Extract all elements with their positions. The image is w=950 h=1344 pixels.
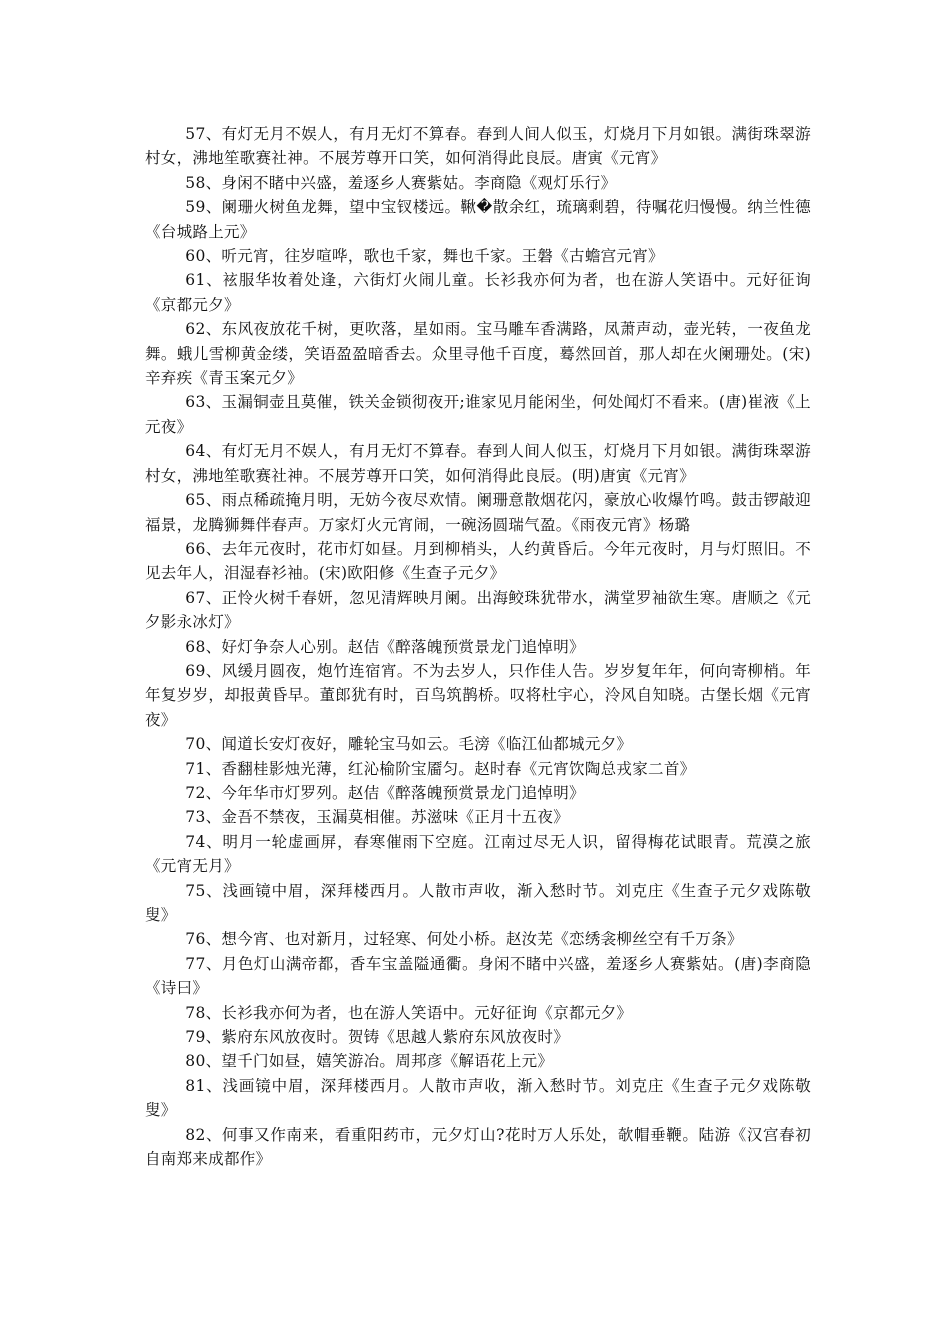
poem-entry-60: 60、听元宵，往岁喧哗，歌也千家，舞也千家。王磐《古蟾宫元宵》 [185, 247, 664, 266]
poem-entry-73: 73、金吾不禁夜，玉漏莫相催。苏滋味《正月十五夜》 [185, 808, 570, 827]
poem-entry-67: 67、正怜火树千春妍，忽见清辉映月阑。出海鲛珠犹带水，满堂罗袖欲生寒。唐顺之《元夕影永冰灯》 [145, 588, 811, 632]
poem-entry-66: 66、去年元夜时，花市灯如昼。月到柳梢头，人约黄昏后。今年元夜时，月与灯照旧。不见去年人，泪湿春衫袖。(宋)欧阳修《生查子元夕》 [145, 539, 811, 583]
poem-entry-79: 79、紫府东风放夜时。贺铸《思越人紫府东风放夜时》 [185, 1028, 570, 1047]
poem-entry-69: 69、风缓月圆夜，炮竹连宿宵。不为去岁人，只作佳人告。岁岁复年年，何向寄柳梢。年年复岁岁，却报黄昏早。董郎犹有时，百鸟筑鹊桥。叹将杜宇心，泠风自知晓。古堡长烟《元宵夜》 [145, 661, 811, 729]
poem-entry-68: 68、好灯争奈人心别。赵佶《醉落魄预赏景龙门追悼明》 [185, 637, 585, 656]
poem-entry-64: 64、有灯无月不娱人，有月无灯不算春。春到人间人似玉，灯烧月下月如银。满街珠翠游村女，沸地笙歌赛社神。不展芳尊开口笑，如何消得此良辰。(明)唐寅《元宵》 [145, 442, 811, 485]
document-body [145, 122, 811, 1171]
poem-entry-80: 80、望千门如昼，嬉笑游冶。周邦彦《解语花上元》 [185, 1052, 554, 1071]
poem-entry-82: 82、何事又作南来，看重阳药市，元夕灯山?花时万人乐处，欹帽垂鞭。陆游《汉宫春初自南郑来成都作》 [145, 1125, 811, 1169]
poem-entry-58: 58、身闲不睹中兴盛，羞逐乡人赛紫姑。李商隐《观灯乐行》 [185, 173, 617, 192]
poem-entry-76: 76、想今宵、也对新月，过轻寒、何处小桥。赵汝芜《恋绣衾柳丝空有千万条》 [185, 930, 743, 949]
poem-entry-81: 81、浅画镜中眉，深拜楼西月。人散市声收，渐入愁时节。刘克庄《生查子元夕戏陈敬叟》 [145, 1076, 811, 1120]
poem-entry-77: 77、月色灯山满帝都，香车宝盖隘通衢。身闲不睹中兴盛，羞逐乡人赛紫姑。(唐)李商隐《诗曰》 [145, 954, 811, 998]
poem-entry-72: 72、今年华市灯罗列。赵佶《醉落魄预赏景龙门追悼明》 [185, 783, 585, 802]
poem-entry-74: 74、明月一轮虚画屏，春寒催雨下空庭。江南过尽无人识，留得梅花试眼青。荒漠之旅《元宵无月》 [145, 832, 811, 876]
poem-entry-62: 62、东风夜放花千树，更吹落，星如雨。宝马雕车香满路，凤萧声动，壶光转，一夜鱼龙舞。蛾儿雪柳黄金缕，笑语盈盈暗香去。众里寻他千百度，蓦然回首，那人却在火阑珊处。(宋)辛弃疾《青玉案元夕》 [145, 320, 811, 388]
poem-entry-75: 75、浅画镜中眉，深拜楼西月。人散市声收，渐入愁时节。刘克庄《生查子元夕戏陈敬叟》 [145, 881, 811, 924]
poem-entry-65: 65、雨点稀疏掩月明，无妨今夜尽欢情。阑珊意散烟花闪，豪放心收爆竹鸣。鼓击锣敲迎福景，龙腾狮舞伴春声。万家灯火元宵闹，一碗汤圆瑞气盈。《雨夜元宵》杨璐 [145, 491, 811, 534]
poem-entry-61: 61、袨服华妆着处逢，六街灯火闹儿童。长衫我亦何为者，也在游人笑语中。元好征询《京都元夕》 [145, 271, 811, 314]
poem-entry-70: 70、闻道长安灯夜好，雕轮宝马如云。毛滂《临江仙都城元夕》 [185, 735, 633, 754]
poem-entry-63: 63、玉漏铜壶且莫催，铁关金锁彻夜开;谁家见月能闲坐，何处闻灯不看来。(唐)崔液《上元夜》 [145, 393, 811, 436]
poem-entry-71: 71、香翻桂影烛光薄，红沁榆阶宝靥匀。赵时春《元宵饮陶总戎家二首》 [185, 759, 696, 778]
poem-entry-78: 78、长衫我亦何为者，也在游人笑语中。元好征询《京都元夕》 [185, 1003, 633, 1022]
poem-entry-57: 57、有灯无月不娱人，有月无灯不算春。春到人间人似玉，灯烧月下月如银。满街珠翠游村女，沸地笙歌赛社神。不展芳尊开口笑，如何消得此良辰。唐寅《元宵》 [145, 125, 811, 168]
poem-entry-59: 59、阑珊火树鱼龙舞，望中宝钗楼远。鞦�散余红，琉璃剩碧，待嘱花归慢慢。纳兰性德《台城路上元》 [145, 198, 811, 241]
